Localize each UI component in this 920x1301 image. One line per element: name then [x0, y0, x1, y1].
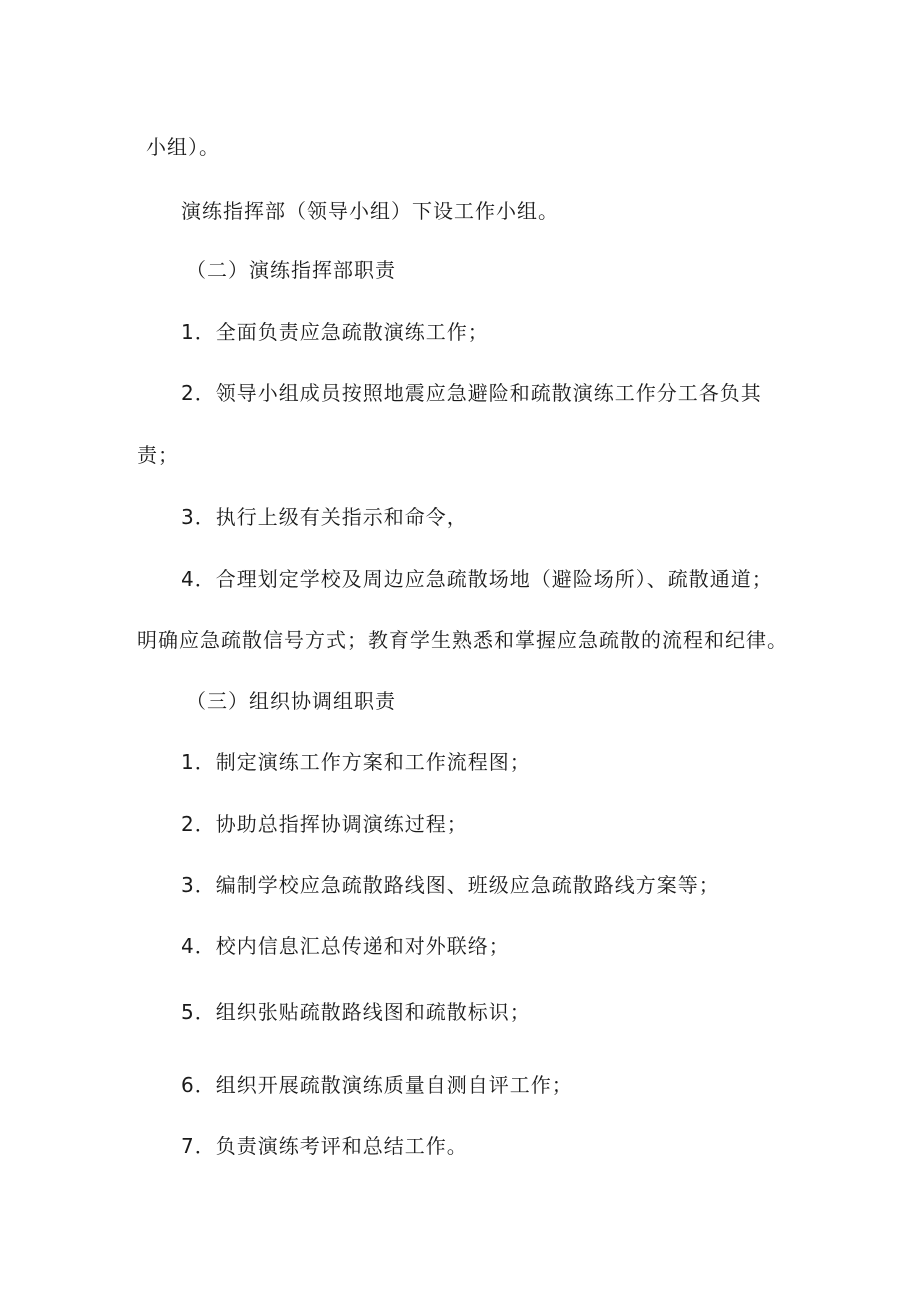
list-item: 2．领导小组成员按照地震应急避险和疏散演练工作分工各负其 [181, 381, 762, 405]
text-line-continuation: 小组）。 [146, 135, 220, 159]
list-item: 7．负责演练考评和总结工作。 [181, 1134, 468, 1158]
section-heading-2: （二）演练指挥部职责 [186, 258, 396, 282]
list-item: 3．执行上级有关指示和命令， [181, 505, 468, 529]
list-item-continuation: 责； [137, 443, 179, 467]
list-item-continuation: 明确应急疏散信号方式；教育学生熟悉和掌握应急疏散的流程和纪律。 [137, 628, 788, 652]
section-heading-3: （三）组织协调组职责 [186, 689, 396, 713]
list-item: 2．协助总指挥协调演练过程； [181, 812, 468, 836]
list-item: 3．编制学校应急疏散路线图、班级应急疏散路线方案等； [181, 873, 720, 897]
text-line-intro: 演练指挥部（领导小组）下设工作小组。 [181, 199, 559, 223]
list-item: 6．组织开展疏散演练质量自测自评工作； [181, 1073, 573, 1097]
list-item: 5．组织张贴疏散路线图和疏散标识； [181, 1000, 531, 1024]
list-item: 1．全面负责应急疏散演练工作； [181, 320, 489, 344]
list-item: 1．制定演练工作方案和工作流程图； [181, 750, 531, 774]
list-item: 4．合理划定学校及周边应急疏散场地（避险场所）、疏散通道； [181, 567, 773, 591]
list-item: 4．校内信息汇总传递和对外联络； [181, 934, 510, 958]
